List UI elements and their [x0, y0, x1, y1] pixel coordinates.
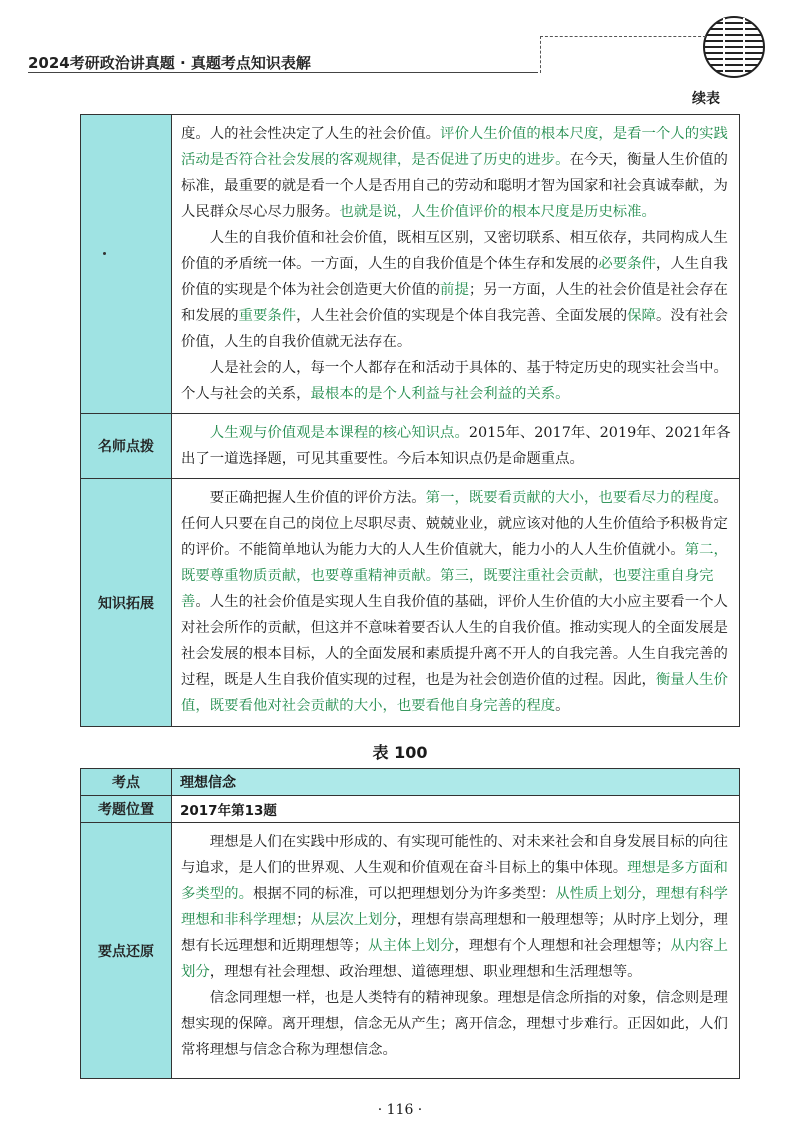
body-text: 度。人的社会性决定了人生的社会价值。: [181, 126, 441, 142]
body-text: ，理想有社会理想、政治理想、道德理想、职业理想和生活理想等。: [209, 964, 642, 980]
body-text: 。人生的社会价值是实现人生自我价值的基础，评价人生价值的大小应主要看一个人对社会所作的贡献，但这并不意味着要否认人生的自我价值。推动实现人的全面发展是社会发展的根本目标，人的全面发展和素质提升离不开人的自我完善。人生自我完善的过程，既是人生自我价值实现的过程，也是为社会创造价值的过程。因此，: [181, 594, 728, 688]
body-text: ；: [296, 912, 311, 928]
row-content: [172, 115, 740, 414]
table-100: [80, 768, 740, 1079]
highlight-text: 理想是多方面和多类型的。: [181, 860, 728, 902]
paragraph: [181, 985, 731, 1063]
highlight-text: 重要条件: [238, 308, 297, 324]
paragraph: [181, 420, 731, 472]
paragraph: [181, 829, 731, 985]
row-content: [172, 823, 740, 1079]
highlight-text: 评价人生价值的根本尺度，是看一个人的实践活动是否符合社会发展的客观规律，是否促进了历史的进步。: [181, 126, 728, 168]
highlight-text: 人生观与价值观是本课程的核心知识点。: [209, 425, 469, 441]
row-label: 知识拓展: [81, 479, 172, 727]
highlight-text: 最根本的是个人利益与社会利益的关系。: [310, 386, 570, 402]
highlight-text: 必要条件: [598, 256, 656, 272]
body-text: 要正确把握人生价值的评价方法。: [209, 490, 426, 506]
body-text: 根据不同的标准，可以把理想划分为许多类型：: [252, 886, 556, 902]
body-text: ，理想有崇高理想和一般理想等；从时序上划分，理想有长远理想和近期理想等；: [181, 912, 728, 954]
highlight-text: 从性质上划分，理想有科学理想和非科学理想: [181, 886, 728, 928]
globe-logo-icon: [703, 16, 765, 78]
highlight-text: 从层次上划分: [310, 912, 397, 928]
table-title: 表 100: [372, 743, 428, 762]
table-row: [81, 115, 740, 414]
header-rule: [28, 72, 538, 73]
paragraph: [181, 485, 731, 719]
paragraph: [181, 121, 731, 225]
paragraph: [181, 355, 731, 407]
row-content: [172, 479, 740, 727]
body-text: ，理想有个人理想和社会理想等；: [454, 938, 671, 954]
body-text: 。任何人只要在自己的岗位上尽职尽责、兢兢业业，就应该对他的人生价值给予积极肯定的评价。不能简单地认为能力大的人人生价值就大，能力小的人人生价值就小。: [181, 490, 728, 558]
body-text: 理想是人们在实践中形成的、有实现可能性的、对未来社会和自身发展目标的向往与追求，是人们的世界观、人生观和价值观在奋斗目标上的集中体现。: [181, 834, 728, 876]
book-title: 2024考研政治讲真题 · 真题考点知识表解: [28, 54, 311, 72]
table-row: [81, 823, 740, 1079]
header-decoration: [540, 36, 706, 73]
body-text: 。没有社会价值，人生的自我价值就无法存在。: [181, 308, 728, 350]
highlight-text: 第一，既要看贡献的大小，也要看尽力的程度: [425, 490, 714, 506]
row-label: 名师点拨: [81, 414, 172, 479]
highlight-text: 第三，既要注重社会贡献，也要注重自身完善: [181, 568, 714, 610]
table-continued: [80, 114, 740, 727]
table-row: [81, 769, 740, 796]
highlight-text: 第二，既要尊重物质贡献，也要尊重精神贡献。: [181, 542, 728, 584]
row-label: 考点: [81, 769, 172, 796]
body-text: ，人生社会价值的实现是个体自我完善、全面发展的: [296, 308, 628, 324]
continued-label: 续表: [692, 91, 720, 107]
page-number: · 116 ·: [377, 1102, 423, 1118]
table-row: [81, 414, 740, 479]
highlight-text: 衡量人生价值，既要看他对社会贡献的大小，也要看他自身完善的程度: [181, 672, 728, 714]
table-row: [81, 796, 740, 823]
body-text: 。: [555, 698, 570, 714]
row-label: [81, 115, 172, 414]
topic-value: 理想信念: [172, 769, 740, 796]
body-text: 2015年、2017年、2019年、2021年各出了一道选择题，可见其重要性。今后本知识点仍是命题重点。: [181, 425, 731, 467]
highlight-text: 前提: [440, 282, 469, 298]
body-text: 人生的自我价值和社会价值，既相互区别，又密切联系、相互依存，共同构成人生价值的矛盾统一体。一方面，人生的自我价值是个体生存和发展的: [181, 230, 728, 272]
question-position-value: 2017年第13题: [172, 796, 740, 823]
body-text: ；另一方面，人生的社会价值是社会存在和发展的: [181, 282, 728, 324]
row-label: 考题位置: [81, 796, 172, 823]
stray-mark: [103, 252, 106, 255]
body-text: 在今天，衡量人生价值的标准，最重要的就是看一个人是否用自己的劳动和聪明才智为国家和社会真诚奉献，为人民群众尽心尽力服务。: [181, 152, 728, 220]
body-text: 人是社会的人，每一个人都存在和活动于具体的、基于特定历史的现实社会当中。个人与社会的关系，: [181, 360, 728, 402]
table-row: [81, 479, 740, 727]
body-text: ，人生自我价值的实现是个体为社会创造更大价值的: [181, 256, 728, 298]
paragraph: [181, 225, 731, 355]
highlight-text: 也就是说，人生价值评价的根本尺度是历史标准。: [339, 204, 656, 220]
highlight-text: 从主体上划分: [368, 938, 455, 954]
highlight-text: 保障: [627, 308, 656, 324]
row-label: 要点还原: [81, 823, 172, 1079]
row-content: [172, 414, 740, 479]
highlight-text: 从内容上划分: [181, 938, 728, 980]
body-text: 信念同理想一样，也是人类特有的精神现象。理想是信念所指的对象，信念则是理想实现的保障。离开理想，信念无从产生；离开信念，理想寸步难行。正因如此，人们常将理想与信念合称为理想信念。: [181, 990, 728, 1058]
